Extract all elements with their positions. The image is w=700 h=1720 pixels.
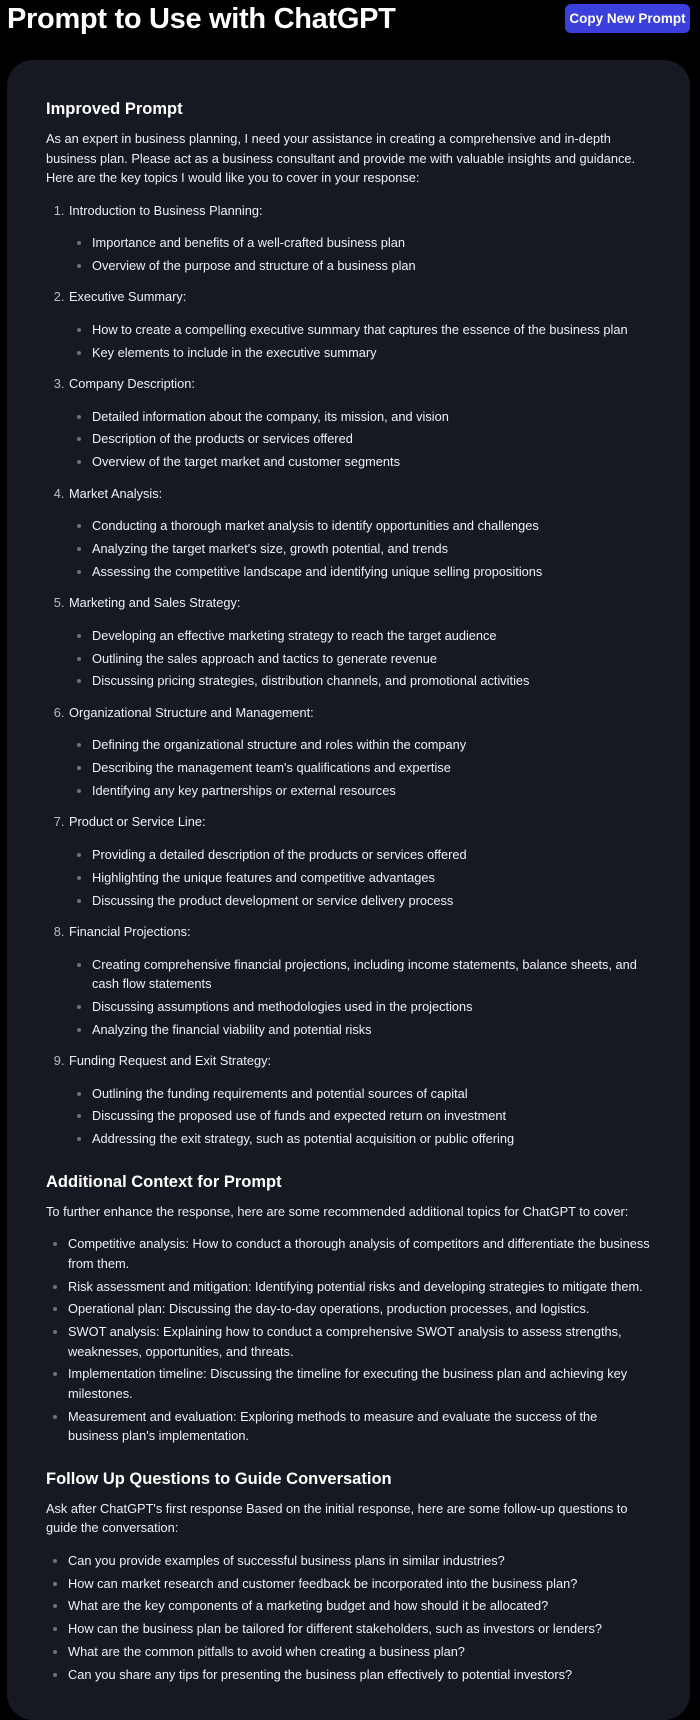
topic-title: Executive Summary: <box>69 289 187 305</box>
topic-title: Funding Request and Exit Strategy: <box>69 1053 272 1069</box>
page-title: Prompt to Use with ChatGPT <box>7 3 396 35</box>
follow-up-question: • How can the business plan be tailored for different stakeholders, such as investors or lenders? <box>68 1619 650 1639</box>
topic-point: • Analyzing the target market's size, growth potential, and trends <box>92 539 650 559</box>
additional-context-list <box>46 1234 650 1445</box>
topic-point: • Defining the organizational structure and roles within the company <box>92 735 650 755</box>
topic-item <box>68 287 650 362</box>
topic-points <box>69 955 650 1040</box>
topic-title: Market Analysis: <box>69 485 163 501</box>
topic-list <box>46 201 650 1149</box>
follow-up-question: • What are the common pitfalls to avoid when creating a business plan? <box>68 1642 650 1662</box>
topic-point: • Addressing the exit strategy, such as potential acquisition or public offering <box>92 1129 650 1149</box>
copy-new-prompt-button[interactable]: Copy New Prompt <box>565 4 690 33</box>
improved-prompt-heading: Improved Prompt <box>46 100 183 118</box>
topic-points <box>69 320 650 362</box>
topic-point: • Creating comprehensive financial projections, including income statements, balance sheets, and cash flow statements <box>92 955 650 994</box>
follow-up-question: • Can you provide examples of successful business plans in similar industries? <box>68 1551 650 1571</box>
additional-context-intro: To further enhance the response, here are some recommended additional topics for ChatGPT to cover: <box>46 1203 629 1219</box>
topic-points <box>69 626 650 691</box>
follow-up-question: • What are the key components of a marketing budget and how should it be allocated? <box>68 1596 650 1616</box>
topic-point: • Outlining the sales approach and tactics to generate revenue <box>92 649 650 669</box>
topic-point: • Discussing assumptions and methodologies used in the projections <box>92 997 650 1017</box>
topic-points <box>69 407 650 472</box>
topic-point: • Detailed information about the company, its mission, and vision <box>92 407 650 427</box>
topic-point: • Providing a detailed description of the products or services offered <box>92 845 650 865</box>
topic-points <box>69 1084 650 1149</box>
topic-point: • Importance and benefits of a well-crafted business plan <box>92 233 650 253</box>
context-item: • Competitive analysis: How to conduct a thorough analysis of competitors and differentiate the business from them. <box>68 1234 650 1273</box>
topic-point: • Overview of the purpose and structure of a business plan <box>92 256 650 276</box>
follow-up-question: • How can market research and customer feedback be incorporated into the business plan? <box>68 1574 650 1594</box>
topic-item <box>68 593 650 691</box>
topic-points <box>69 735 650 800</box>
context-item: • SWOT analysis: Explaining how to conduct a comprehensive SWOT analysis to assess strengths, weaknesses, opportunities, and threats. <box>68 1322 650 1361</box>
topic-point: • Discussing the proposed use of funds and expected return on investment <box>92 1106 650 1126</box>
follow-up-heading: Follow Up Questions to Guide Conversation <box>46 1469 392 1488</box>
topic-item <box>68 374 650 472</box>
topic-points <box>69 845 650 910</box>
topic-point: • Discussing pricing strategies, distribution channels, and promotional activities <box>92 671 650 691</box>
topic-point: • Identifying any key partnerships or external resources <box>92 781 650 801</box>
follow-up-question: • Can you share any tips for presenting the business plan effectively to potential investors? <box>68 1665 650 1685</box>
topic-item <box>68 484 650 582</box>
topic-points <box>69 233 650 275</box>
context-item: • Measurement and evaluation: Exploring methods to measure and evaluate the success of the business plan's implementation. <box>68 1407 650 1446</box>
topic-point: • Key elements to include in the executive summary <box>92 343 650 363</box>
topic-item <box>68 201 650 276</box>
topic-title: Organizational Structure and Management: <box>69 704 314 720</box>
follow-up-question-list <box>46 1551 650 1684</box>
topic-item <box>68 812 650 910</box>
topic-points <box>69 516 650 581</box>
topic-item <box>68 703 650 801</box>
topic-point: • Highlighting the unique features and competitive advantages <box>92 868 650 888</box>
topic-point: • Developing an effective marketing strategy to reach the target audience <box>92 626 650 646</box>
improved-prompt-intro: As an expert in business planning, I need your assistance in creating a comprehensive and in-depth business plan. Please act as a business consultant and provide me with valuable insights and guidance. Here are the key topics I would like you to cover in your response: <box>46 131 636 185</box>
topic-item <box>68 1051 650 1149</box>
topic-title: Marketing and Sales Strategy: <box>69 595 241 611</box>
topic-point: • Conducting a thorough market analysis to identify opportunities and challenges <box>92 516 650 536</box>
prompt-card <box>7 60 690 1720</box>
topic-title: Introduction to Business Planning: <box>69 202 263 218</box>
topic-point: • Assessing the competitive landscape and identifying unique selling propositions <box>92 562 650 582</box>
topic-point: • Overview of the target market and customer segments <box>92 452 650 472</box>
follow-up-intro: Ask after ChatGPT's first response Based on the initial response, here are some follow-up questions to guide the conversation: <box>46 1500 628 1536</box>
topic-title: Company Description: <box>69 376 195 392</box>
topic-point: • Discussing the product development or service delivery process <box>92 891 650 911</box>
context-item: • Operational plan: Discussing the day-to-day operations, production processes, and logistics. <box>68 1299 650 1319</box>
page-header <box>0 0 700 60</box>
additional-context-heading: Additional Context for Prompt <box>46 1172 282 1191</box>
topic-point: • Description of the products or services offered <box>92 429 650 449</box>
topic-item <box>68 922 650 1039</box>
topic-point: • Outlining the funding requirements and potential sources of capital <box>92 1084 650 1104</box>
context-item: • Implementation timeline: Discussing the timeline for executing the business plan and achieving key milestones. <box>68 1364 650 1403</box>
topic-title: Product or Service Line: <box>69 814 206 830</box>
topic-point: • How to create a compelling executive summary that captures the essence of the business plan <box>92 320 650 340</box>
topic-point: • Describing the management team's qualifications and expertise <box>92 758 650 778</box>
context-item: • Risk assessment and mitigation: Identifying potential risks and developing strategies to mitigate them. <box>68 1277 650 1297</box>
topic-title: Financial Projections: <box>69 924 191 940</box>
topic-point: • Analyzing the financial viability and potential risks <box>92 1020 650 1040</box>
